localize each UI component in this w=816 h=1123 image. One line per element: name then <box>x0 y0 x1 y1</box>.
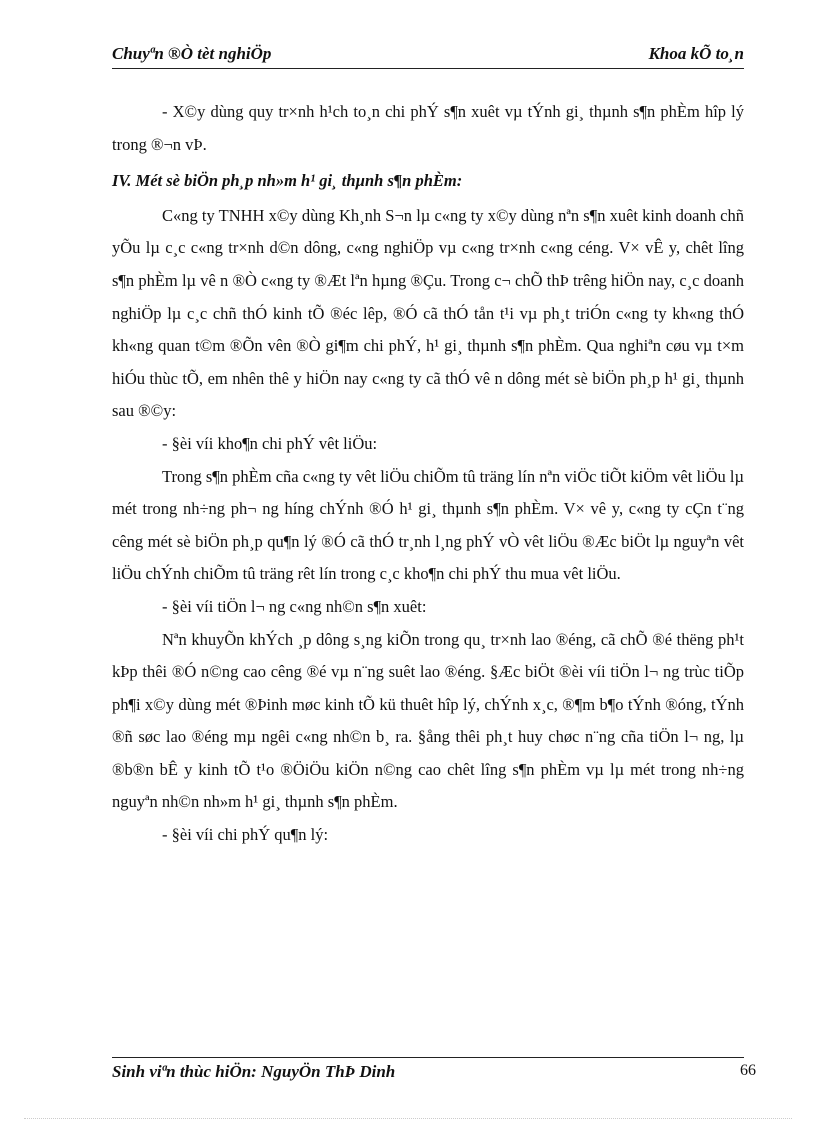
page-header <box>112 44 744 69</box>
paragraph: Nªn khuyÕn khÝch ¸p dông s¸ng kiÕn trong qu¸ tr×nh lao ®éng, cã chÕ ®é thëng ph¹t kÞp thêi ®Ó n©ng cao cêng ®é vµ n¨ng suêt lao ®éng. §Æc biÖt ®èi víi tiÖn l¬ ng trùc tiÕp ph¶i x©y dùng mét ®Þinh møc kinh tÕ kü thuêt hîp lý, chÝnh x¸c, ®¶m b¶o tÝnh ®óng, tÝnh ®ñ søc lao ®éng mµ ngêi c«ng nh©n b¸ ra. §ång thêi ph¸t huy chøc n¨ng cña tiÖn l¬ ng, lµ ®b®n bÊ y kinh tÕ t¹o ®ÖiÖu kiÖn n©ng cao chêt lîng s¶n phÈm vµ lµ mét trong nh÷ng nguyªn nh©n nh»m h¹ gi¸ thµnh s¶n phÈm. <box>112 629 744 812</box>
paragraph: - §èi víi tiÖn l¬ ng c«ng nh©n s¶n xuêt: <box>162 596 427 616</box>
paragraph: C«ng ty TNHH x©y dùng Kh¸nh S¬n lµ c«ng ty x©y dùng nªn s¶n xuêt kinh doanh chñ yÕu lµ c¸c c«ng tr×nh d©n dông, c«ng nghiÖp vµ c«ng tr×nh c«ng céng. V× vÊ y, chêt lîng s¶n phÈm lµ vê n ®Ò c«ng ty ®Æt lªn hµng ®Çu. Trong c¬ chÕ thÞ trêng hiÖn nay, c¸c doanh nghiÖp lµ c¸c chñ thÓ kinh tÕ ®éc lêp, ®Ó cã thÓ tån t¹i vµ ph¸t triÓn c«ng ty kh«ng thÓ kh«ng quan t©m ®Õn vên ®Ò gi¶m chi phÝ, h¹ gi¸ thµnh s¶n phÈm. Qua nghiªn cøu vµ t×m hiÓu thùc tÕ, em nhên thê y hiÖn nay c«ng ty cã thÓ vê n dông mét sè biÖn ph¸p h¹ gi¸ thµnh sau ®©y: <box>112 205 744 421</box>
document-body <box>112 96 744 852</box>
paragraph: - X©y dùng quy tr×nh h¹ch to¸n chi phÝ s¶n xuêt vµ tÝnh gi¸ thµnh s¶n phÈm hîp lý trong ®¬n vÞ. <box>112 102 744 154</box>
page-footer <box>112 1057 756 1088</box>
page-number: 66 <box>740 1062 756 1079</box>
paragraph: - §èi víi kho¶n chi phÝ vêt liÖu: <box>162 433 378 453</box>
paragraph: - §èi víi chi phÝ qu¶n lý: <box>162 825 329 845</box>
section-heading: IV. Mét sè biÖn ph¸p nh»m h¹ gi¸ thµnh s¶n phÈm: <box>112 171 463 191</box>
header-department: Khoa kÕ to¸n <box>648 44 744 63</box>
header-title: Chuyªn ®Ò tèt nghiÖp <box>112 44 272 63</box>
paragraph: Trong s¶n phÈm cña c«ng ty vêt liÖu chiÕm tû träng lín nªn viÖc tiÕt kiÖm vêt liÖu lµ mét trong nh÷ng ph¬ ng híng chÝnh ®Ó h¹ gi¸ thµnh s¶n phÈm. V× vê y, c«ng ty cÇn t¨ng cêng mét sè biÖn ph¸p qu¶n lý ®Ó cã thÓ tr¸nh l¸ng phÝ vÒ vêt liÖu ®Æc biÖt lµ nguyªn vêt liÖu chÝnh chiÕm tû träng rêt lín trong c¸c kho¶n chi phÝ thu mua vêt liÖu. <box>112 466 744 584</box>
page-bottom-divider <box>24 1118 792 1119</box>
footer-author: Sinh viªn thùc hiÖn: NguyÖn ThÞ Dinh <box>112 1062 396 1081</box>
